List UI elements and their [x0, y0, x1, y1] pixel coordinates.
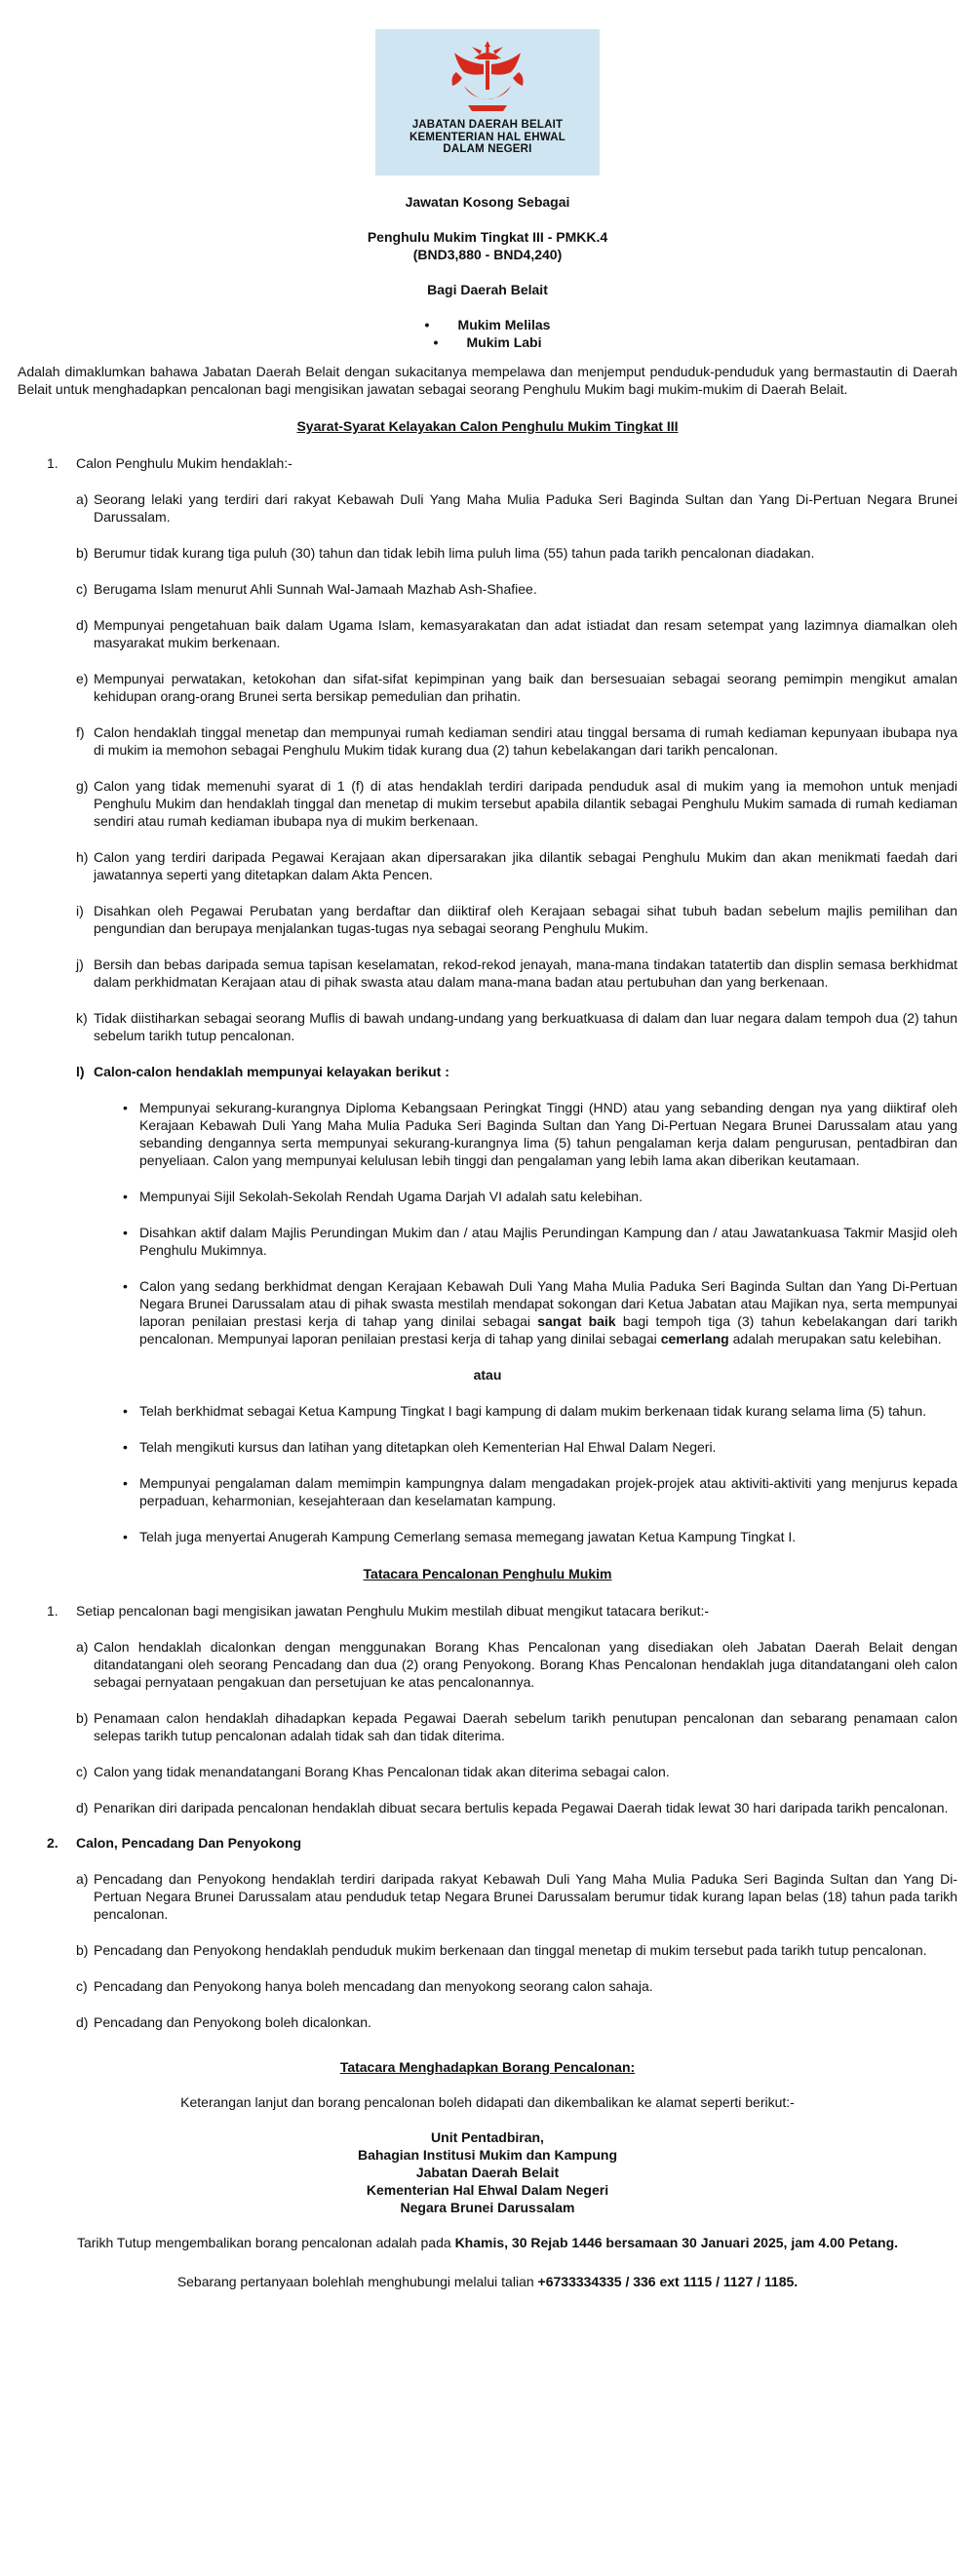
brunei-crest-icon	[443, 37, 532, 117]
item-letter: b)	[76, 1942, 89, 1958]
item-text: Berugama Islam menurut Ahli Sunnah Wal-Jamaah Mazhab Ash-Shafiee.	[94, 581, 537, 597]
item-letter: j)	[76, 956, 84, 972]
item-text: Penarikan diri daripada pencalonan hendaklah dibuat secara bertulis kepada Pegawai Daerah tidak lewat 30 hari daripada tarikh pencalonan.	[94, 1800, 949, 1815]
address-line: Negara Brunei Darussalam	[400, 2200, 575, 2215]
text-part: adalah merupakan satu kelebihan.	[728, 1331, 942, 1347]
logo-line: DALAM NEGERI	[443, 143, 532, 155]
mukim-item: • Mukim Melilas	[18, 316, 957, 333]
list-item	[18, 2013, 957, 2031]
bullet-text	[139, 1277, 957, 1347]
list-item	[18, 777, 957, 830]
item-text: Berumur tidak kurang tiga puluh (30) tahun dan tidak lebih lima puluh lima (55) tahun pada tarikh pencalonan diadakan.	[94, 545, 815, 561]
item-text: Pencadang dan Penyokong hendaklah terdiri daripada rakyat Kebawah Duli Yang Maha Mulia Paduka Seri Baginda Sultan dan Yang Di-Pertuan Negara Brunei Darussalam atau penduduk tetap Negara Brunei Darussalam berumur tidak kurang lapan belas (18) tahun pada tarikh pencalonan.	[94, 1871, 957, 1922]
bullet-text: Telah mengikuti kursus dan latihan yang ditetapkan oleh Kementerian Hal Ehwal Dalam Negeri.	[139, 1439, 717, 1455]
list-item	[18, 723, 957, 759]
bullet-icon: •	[123, 1475, 128, 1491]
item-letter: c)	[76, 1978, 88, 1994]
bullet-item	[18, 1474, 957, 1509]
item-letter: b)	[76, 545, 89, 561]
list-item	[18, 1977, 957, 1995]
item-text: Calon yang tidak menandatangani Borang Khas Pencalonan tidak akan diterima sebagai calon.	[94, 1764, 670, 1779]
mukim-list	[18, 316, 957, 351]
bullet-icon: •	[123, 1278, 128, 1294]
alternative-bullets	[18, 1402, 957, 1545]
bullet-text: Disahkan aktif dalam Majlis Perundingan Mukim dan / atau Majlis Perundingan Kampung dan / atau Jawatankuasa Takmir Masjid oleh Penghulu Mukimnya.	[139, 1225, 957, 1258]
logo-line: KEMENTERIAN HAL EHWAL	[410, 131, 566, 143]
item-text: Penamaan calon hendaklah dihadapkan kepada Pegawai Daerah sebelum tarikh penutupan pencalonan dan sebarang penamaan calon selepas tarikh tutup pencalonan adalah tidak sah dan tidak diterima.	[94, 1710, 957, 1743]
item-text: Disahkan oleh Pegawai Perubatan yang berdaftar dan diiktiraf oleh Kerajaan sebagai sihat tubuh badan sebelum majlis pemilihan dan pengundian dan berupaya menjalankan tugas-tugas nya sebagai seorang Penghulu Mukim.	[94, 903, 957, 936]
tatacara-list	[18, 1638, 957, 1816]
list-item	[18, 580, 957, 598]
bullet-icon: •	[123, 1403, 128, 1419]
item-letter: e)	[76, 671, 89, 686]
item-letter: d)	[76, 2014, 89, 2030]
item-text: Tidak diistiharkan sebagai seorang Muflis di bawah undang-undang yang berkuatkuasa di dalam dan luar negara dalam tempoh dua (2) tahun sebelum tarikh tutup pencalonan.	[94, 1010, 957, 1043]
list-item	[18, 1638, 957, 1691]
item-lead: Calon Penghulu Mukim hendaklah:-	[76, 455, 292, 471]
heading-vacancy: Jawatan Kosong Sebagai	[405, 194, 570, 210]
list-item	[18, 1799, 957, 1816]
item-letter: h)	[76, 849, 89, 865]
item-number: 1.	[47, 1603, 58, 1619]
section-heading-tatacara: Tatacara Pencalonan Penghulu Mukim	[363, 1566, 612, 1581]
item-letter: k)	[76, 1010, 88, 1026]
item-letter: a)	[76, 1871, 89, 1887]
bullet-icon: •	[123, 1439, 128, 1455]
item-text: Pencadang dan Penyokong hanya boleh mencadang dan menyokong seorang calon sahaja.	[94, 1978, 653, 1994]
item-text: Calon yang tidak memenuhi syarat di 1 (f) di atas hendaklah terdiri daripada penduduk asal di mukim yang ia memohon untuk menjadi Penghulu Mukim dan hendaklah tinggal dan menetap di mukim tersebut apabila dilantik sebagai Penghulu Mukim samada di rumah kediaman sendiri atau rumah kediaman ibubapa nya di mukim berkenaan.	[94, 778, 957, 829]
item-text: Calon hendaklah dicalonkan dengan menggunakan Borang Khas Pencalonan yang disediakan oleh Jabatan Daerah Belait dengan ditandatangani oleh seorang Pencadang dan dua (2) orang Penyokong. Borang Khas Pencalonan hendaklah juga ditandatangani oleh calon sebagai pernyataan pengakuan dan persetujuan ke atas pencalonannya.	[94, 1639, 957, 1690]
bullet-item	[18, 1528, 957, 1545]
text-emphasis: cemerlang	[660, 1331, 729, 1347]
numbered-item	[18, 1602, 957, 1620]
bullet-icon: •	[123, 1225, 128, 1240]
numbered-item	[18, 1834, 957, 1852]
bullet-icon: •	[123, 1529, 128, 1544]
address-line: Bahagian Institusi Mukim dan Kampung	[357, 2147, 618, 2163]
item-letter: a)	[76, 491, 89, 507]
item-letter: g)	[76, 778, 89, 794]
list-item	[18, 1763, 957, 1780]
bullet-item	[18, 1224, 957, 1259]
heading-district: Bagi Daerah Belait	[427, 282, 548, 297]
heading-salary: (BND3,880 - BND4,240)	[412, 247, 563, 262]
bullet-item	[18, 1099, 957, 1169]
bullet-text: Mempunyai Sijil Sekolah-Sekolah Rendah Ugama Darjah VI adalah satu kelebihan.	[139, 1189, 643, 1204]
item-text: Calon hendaklah tinggal menetap dan mempunyai rumah kediaman sendiri atau tinggal bersama di rumah kediaman kepunyaan ibubapa nya di mukim ia memohon sebagai Penghulu Mukim tidak kurang dua (2) tahun kebelakangan dari tarikh pencalonan.	[94, 724, 957, 758]
address-line: Jabatan Daerah Belait	[415, 2165, 560, 2180]
item-lead: Setiap pencalonan bagi mengisikan jawatan Penghulu Mukim mestilah dibuat mengikut tatacara berikut:-	[76, 1603, 710, 1619]
list-item	[18, 1063, 957, 1080]
list-item	[18, 616, 957, 651]
item-letter: l)	[76, 1064, 85, 1079]
department-logo	[375, 29, 600, 176]
item-letter: a)	[76, 1639, 89, 1655]
item-text: Calon-calon hendaklah mempunyai kelayakan berikut :	[94, 1064, 449, 1079]
section-heading-syarat: Syarat-Syarat Kelayakan Calon Penghulu Mukim Tingkat III	[296, 418, 679, 434]
item-text: Pencadang dan Penyokong boleh dicalonkan.	[94, 2014, 371, 2030]
item-letter: c)	[76, 1764, 88, 1779]
syarat-list	[18, 490, 957, 1080]
bullet-item	[18, 1438, 957, 1456]
bullet-icon: •	[123, 1100, 128, 1115]
bullet-item	[18, 1277, 957, 1347]
mukim-item: • Mukim Labi	[18, 333, 957, 351]
closing-date-value: Khamis, 30 Rejab 1446 bersamaan 30 Januari 2025, jam 4.00 Petang.	[454, 2235, 899, 2250]
list-item	[18, 1870, 957, 1923]
section-heading-borang: Tatacara Menghadapkan Borang Pencalonan:	[339, 2059, 636, 2075]
bullet-text: Telah berkhidmat sebagai Ketua Kampung Tingkat I bagi kampung di dalam mukim berkenaan tidak kurang selama lima (5) tahun.	[139, 1403, 927, 1419]
item-text: Calon yang terdiri daripada Pegawai Kerajaan akan dipersarakan jika dilantik sebagai Penghulu Mukim dan akan menikmati faedah dari jawatannya seperti yang ditetapkan dalam Akta Pencen.	[94, 849, 957, 882]
item-text: Seorang lelaki yang terdiri dari rakyat Kebawah Duli Yang Maha Mulia Paduka Seri Baginda Sultan dan Yang Di-Pertuan Negara Brunei Darussalam.	[94, 491, 957, 525]
text-part: Calon yang sedang berkhidmat dengan Kerajaan Kebawah Duli Yang Maha Mulia Paduka Seri Baginda Sultan dan Yang Di-Pertuan Negara Brunei Darussalam atau di pihak swasta mestilah mendapat sokongan dari Ketua Jabatan atau Majikan nya, serta mempunyai laporan penilaian prestasi kerja di tahap yang dinilai sebagai	[139, 1278, 957, 1329]
list-item	[18, 490, 957, 526]
return-address	[18, 2128, 957, 2216]
numbered-item	[18, 454, 957, 472]
heading-position: Penghulu Mukim Tingkat III - PMKK.4	[367, 229, 608, 245]
list-item	[18, 902, 957, 937]
list-item	[18, 1709, 957, 1744]
intro-paragraph: Adalah dimaklumkan bahawa Jabatan Daerah Belait dengan sukacitanya mempelawa dan menjemput penduduk-penduduk yang bermastautin di Daerah Belait untuk menghadapkan pencalonan bagi mengisikan jawatan sebagai seorang Penghulu Mukim bagi mukim-mukim di Daerah Belait.	[18, 364, 957, 397]
text-part: bagi tempoh tiga (3) tahun kebelakangan dari tarikh pencalonan. Mempunyai laporan penilaian prestasi kerja di tahap yang dinilai sebagai	[139, 1313, 957, 1347]
item-letter: i)	[76, 903, 84, 918]
item-text: Bersih dan bebas daripada semua tapisan keselamatan, rekod-rekod jenayah, mana-mana tindakan tatatertib dan displin semasa berkhidmat dalam perkhidmatan Kerajaan atau di pihak swasta atau dalam mana-mana badan atau pertubuhan dan yang berkenaan.	[94, 956, 957, 990]
item-lead: Calon, Pencadang Dan Penyokong	[76, 1835, 302, 1851]
address-lead: Keterangan lanjut dan borang pencalonan boleh didapati dan dikembalikan ke alamat seperti berikut:-	[180, 2094, 795, 2110]
item-letter: d)	[76, 617, 89, 633]
list-item	[18, 1009, 957, 1044]
item-text: Mempunyai pengetahuan baik dalam Ugama Islam, kemasyarakatan dan adat istiadat dan resam setempat yang lazimnya diamalkan oleh masyarakat mukim berkenaan.	[94, 617, 957, 650]
text-emphasis: sangat baik	[537, 1313, 616, 1329]
list-item	[18, 1941, 957, 1959]
item-number: 1.	[47, 455, 58, 471]
bullet-item	[18, 1188, 957, 1205]
address-line: Unit Pentadbiran,	[431, 2129, 544, 2145]
list-item	[18, 544, 957, 562]
item-letter: b)	[76, 1710, 89, 1726]
item-letter: c)	[76, 581, 88, 597]
address-line: Kementerian Hal Ehwal Dalam Negeri	[366, 2182, 609, 2198]
contact-text: Sebarang pertanyaan bolehlah menghubungi melalui talian	[176, 2274, 538, 2289]
item-letter: f)	[76, 724, 85, 740]
list-item	[18, 848, 957, 883]
closing-text: Tarikh Tutup mengembalikan borang pencalonan adalah pada	[76, 2235, 455, 2250]
logo-line: JABATAN DAERAH BELAIT	[411, 119, 564, 131]
closing-date	[18, 2234, 957, 2251]
list-item	[18, 956, 957, 991]
item-number: 2.	[47, 1835, 58, 1851]
item-letter: d)	[76, 1800, 89, 1815]
logo-caption	[410, 119, 566, 156]
bullet-text: Telah juga menyertai Anugerah Kampung Cemerlang semasa memegang jawatan Ketua Kampung Tingkat I.	[139, 1529, 797, 1544]
bullet-text: Mempunyai sekurang-kurangnya Diploma Kebangsaan Peringkat Tinggi (HND) atau yang sebanding dengan nya yang diiktiraf oleh Kerajaan Kebawah Duli Yang Maha Mulia Paduka Seri Baginda Sultan dan Yang Di-Pertuan Negara Brunei Darussalam atau yang sebanding dengannya serta mempunyai sekurang-kurangnya lima (5) tahun pengalaman kerja dalam pengurusan, pentadbiran dan penyeliaan. Calon yang mempunyai kelulusan lebih tinggi dan pengalaman yang lebih lama akan diberikan keutamaan.	[139, 1100, 957, 1168]
pencadang-list	[18, 1870, 957, 2031]
contact-info	[18, 2273, 957, 2290]
qualification-bullets	[18, 1099, 957, 1347]
item-text: Pencadang dan Penyokong hendaklah penduduk mukim berkenaan dan tinggal menetap di mukim tersebut pada tarikh tutup pencalonan.	[94, 1942, 927, 1958]
contact-phone[interactable]: +6733334335 / 336 ext 1115 / 1127 / 1185.	[537, 2274, 799, 2289]
or-separator: atau	[473, 1367, 502, 1383]
item-text: Mempunyai perwatakan, ketokohan dan sifat-sifat kepimpinan yang baik dan bersesuaian sebagai seorang pemimpin mengikut amalan kehidupan orang-orang Brunei serta bersikap pemedulian dan prihatin.	[94, 671, 957, 704]
bullet-icon: •	[123, 1189, 128, 1204]
bullet-text: Mempunyai pengalaman dalam memimpin kampungnya dalam mengadakan projek-projek atau aktiviti-aktiviti yang menjurus kepada perpaduan, keharmonian, kesejahteraan dan keselamatan kampung.	[139, 1475, 957, 1508]
job-title-block	[18, 193, 957, 316]
list-item	[18, 670, 957, 705]
bullet-item	[18, 1402, 957, 1420]
